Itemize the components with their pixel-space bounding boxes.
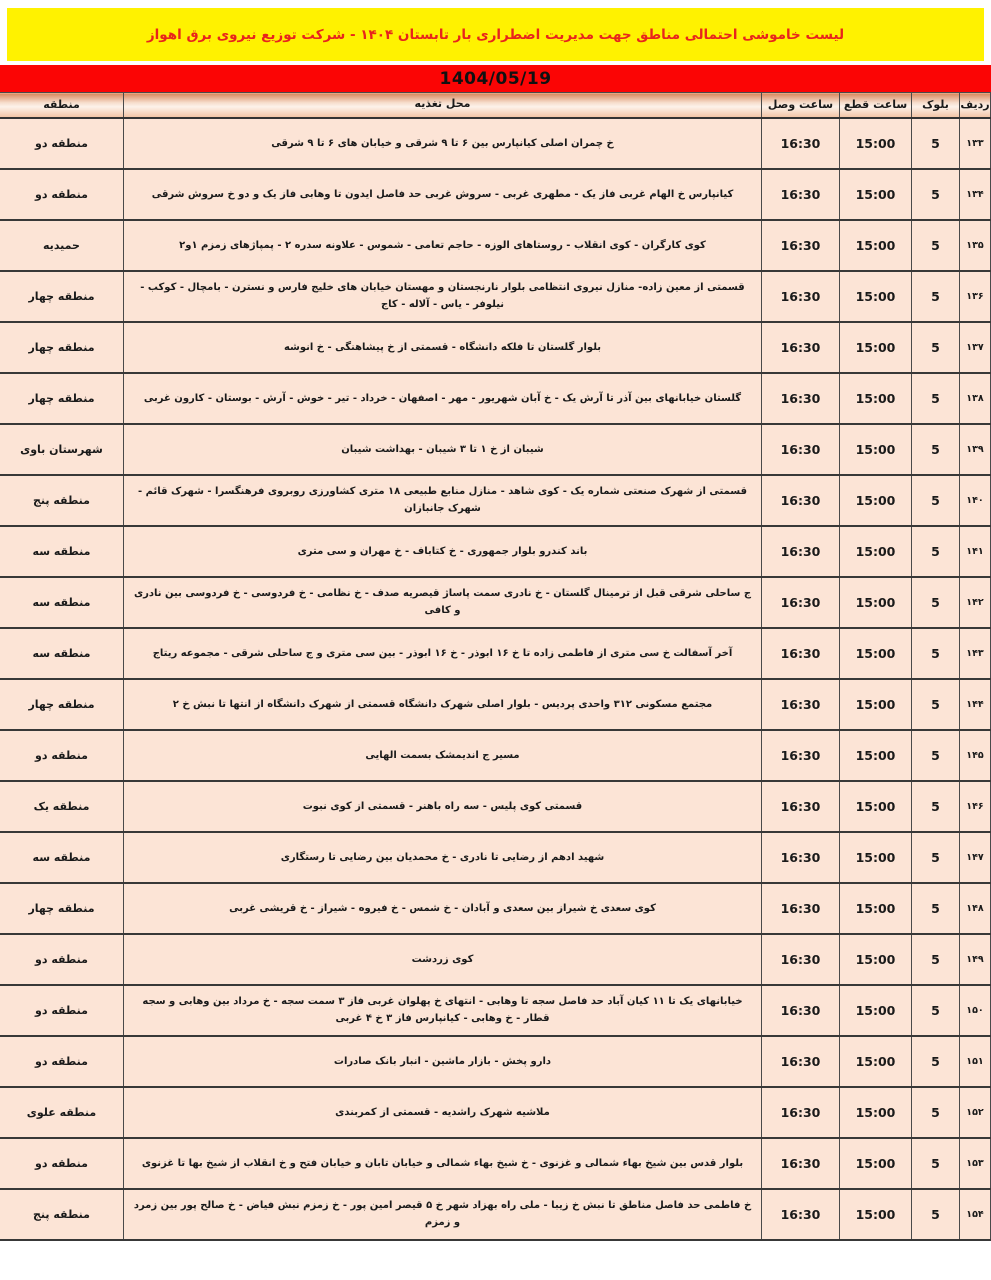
column-header-region: منطقه [0, 93, 124, 118]
region-cell: حمیدیه [0, 220, 124, 271]
title-band [7, 8, 984, 61]
table-row [0, 169, 991, 220]
table-header [0, 93, 991, 118]
row-number-cell: ۱۵۱ [960, 1036, 991, 1087]
region-cell: منطقه دو [0, 118, 124, 169]
row-number-cell: ۱۵۳ [960, 1138, 991, 1189]
cut-time-cell: 15:00 [840, 1189, 912, 1240]
row-number-cell: ۱۴۹ [960, 934, 991, 985]
table-row [0, 220, 991, 271]
cut-time-cell: 15:00 [840, 526, 912, 577]
region-cell: منطقه سه [0, 628, 124, 679]
reconnect-time-cell: 16:30 [762, 526, 840, 577]
table-row [0, 628, 991, 679]
page-title: لیست خاموشی احتمالی مناطق جهت مدیریت اضطراری بار تابستان ۱۴۰۴ - شرکت توزیع نیروی برق اهواز [146, 26, 845, 43]
location-cell: خیابانهای یک تا ۱۱ کیان آباد حد فاصل سجه تا وهابی - انتهای خ پهلوان غربی فاز ۳ سمت سجه - خ مرداد بین وهابی و سجه قطار - خ وهابی - کیانپارس فاز ۳ خ ۴ غربی [124, 985, 762, 1036]
column-header-row-number: ردیف [960, 93, 991, 118]
block-cell: 5 [912, 577, 960, 628]
table-row [0, 679, 991, 730]
cut-time-cell: 15:00 [840, 934, 912, 985]
cut-time-cell: 15:00 [840, 424, 912, 475]
table-row [0, 1036, 991, 1087]
cut-time-cell: 15:00 [840, 475, 912, 526]
block-cell: 5 [912, 271, 960, 322]
table-row [0, 577, 991, 628]
region-cell: منطقه چهار [0, 322, 124, 373]
row-number-cell: ۱۴۷ [960, 832, 991, 883]
column-header-cut-time: ساعت قطع [840, 93, 912, 118]
cut-time-cell: 15:00 [840, 220, 912, 271]
location-cell: کوی زردشت [124, 934, 762, 985]
table-row [0, 1087, 991, 1138]
location-cell: گلستان خیابانهای بین آذر تا آرش یک - خ آبان شهریور - مهر - اصفهان - خرداد - تیر - خوش - آرش - بوستان - کارون غربی [124, 373, 762, 424]
region-cell: منطقه چهار [0, 271, 124, 322]
column-header-reconnect-time: ساعت وصل [762, 93, 840, 118]
block-cell: 5 [912, 373, 960, 424]
cut-time-cell: 15:00 [840, 781, 912, 832]
cut-time-cell: 15:00 [840, 373, 912, 424]
cut-time-cell: 15:00 [840, 832, 912, 883]
reconnect-time-cell: 16:30 [762, 883, 840, 934]
column-header-block: بلوک [912, 93, 960, 118]
block-cell: 5 [912, 628, 960, 679]
region-cell: منطقه چهار [0, 679, 124, 730]
cut-time-cell: 15:00 [840, 883, 912, 934]
row-number-cell: ۱۴۱ [960, 526, 991, 577]
table-row [0, 730, 991, 781]
cut-time-cell: 15:00 [840, 169, 912, 220]
outage-table [0, 92, 991, 1241]
table-row [0, 832, 991, 883]
location-cell: دارو پخش - بازار ماشین - انبار بانک صادرات [124, 1036, 762, 1087]
reconnect-time-cell: 16:30 [762, 679, 840, 730]
region-cell: منطقه سه [0, 832, 124, 883]
block-cell: 5 [912, 1189, 960, 1240]
table-row [0, 118, 991, 169]
block-cell: 5 [912, 730, 960, 781]
block-cell: 5 [912, 526, 960, 577]
cut-time-cell: 15:00 [840, 1138, 912, 1189]
cut-time-cell: 15:00 [840, 1087, 912, 1138]
table-row [0, 1138, 991, 1189]
reconnect-time-cell: 16:30 [762, 577, 840, 628]
region-cell: منطقه پنج [0, 1189, 124, 1240]
block-cell: 5 [912, 424, 960, 475]
row-number-cell: ۱۳۵ [960, 220, 991, 271]
block-cell: 5 [912, 220, 960, 271]
table-row [0, 475, 991, 526]
block-cell: 5 [912, 985, 960, 1036]
reconnect-time-cell: 16:30 [762, 424, 840, 475]
reconnect-time-cell: 16:30 [762, 1036, 840, 1087]
reconnect-time-cell: 16:30 [762, 781, 840, 832]
reconnect-time-cell: 16:30 [762, 322, 840, 373]
row-number-cell: ۱۴۳ [960, 628, 991, 679]
location-cell: کیانپارس خ الهام غربی فاز یک - مطهری غربی - سروش غربی حد فاصل ایدون تا وهابی فاز یک و دو خ سروش شرقی [124, 169, 762, 220]
table-row [0, 373, 991, 424]
table-row [0, 934, 991, 985]
reconnect-time-cell: 16:30 [762, 730, 840, 781]
location-cell: ملاشیه شهرک راشدیه - قسمتی از کمربندی [124, 1087, 762, 1138]
location-cell: شیبان از خ ۱ تا ۳ شیبان - بهداشت شیبان [124, 424, 762, 475]
region-cell: منطقه دو [0, 934, 124, 985]
row-number-cell: ۱۳۷ [960, 322, 991, 373]
cut-time-cell: 15:00 [840, 985, 912, 1036]
block-cell: 5 [912, 118, 960, 169]
row-number-cell: ۱۴۵ [960, 730, 991, 781]
row-number-cell: ۱۴۲ [960, 577, 991, 628]
row-number-cell: ۱۴۸ [960, 883, 991, 934]
reconnect-time-cell: 16:30 [762, 1138, 840, 1189]
region-cell: منطقه چهار [0, 373, 124, 424]
region-cell: منطقه دو [0, 985, 124, 1036]
reconnect-time-cell: 16:30 [762, 1189, 840, 1240]
table-row [0, 883, 991, 934]
block-cell: 5 [912, 883, 960, 934]
location-cell: شهید ادهم از رضایی تا نادری - خ محمدیان بین رضایی تا رستگاری [124, 832, 762, 883]
column-header-location: محل تغذیه [124, 93, 762, 118]
reconnect-time-cell: 16:30 [762, 628, 840, 679]
region-cell: منطقه چهار [0, 883, 124, 934]
block-cell: 5 [912, 781, 960, 832]
table-row [0, 322, 991, 373]
cut-time-cell: 15:00 [840, 679, 912, 730]
row-number-cell: ۱۴۶ [960, 781, 991, 832]
location-cell: قسمتی کوی پلیس - سه راه باهنر - قسمتی از کوی نبوت [124, 781, 762, 832]
block-cell: 5 [912, 169, 960, 220]
row-number-cell: ۱۵۴ [960, 1189, 991, 1240]
region-cell: منطقه سه [0, 577, 124, 628]
reconnect-time-cell: 16:30 [762, 220, 840, 271]
block-cell: 5 [912, 1138, 960, 1189]
reconnect-time-cell: 16:30 [762, 1087, 840, 1138]
block-cell: 5 [912, 1087, 960, 1138]
reconnect-time-cell: 16:30 [762, 169, 840, 220]
location-cell: بلوار گلستان تا فلکه دانشگاه - قسمتی از خ پیشاهنگی - خ انوشه [124, 322, 762, 373]
table-row [0, 526, 991, 577]
cut-time-cell: 15:00 [840, 271, 912, 322]
table-row [0, 781, 991, 832]
block-cell: 5 [912, 322, 960, 373]
cut-time-cell: 15:00 [840, 628, 912, 679]
region-cell: منطقه دو [0, 730, 124, 781]
block-cell: 5 [912, 934, 960, 985]
row-number-cell: ۱۵۲ [960, 1087, 991, 1138]
location-cell: ج ساحلی شرقی قبل از ترمینال گلستان - خ نادری سمت پاساژ قیصریه صدف - خ نظامی - خ فردوسی - خ فردوسی بین نادری و کافی [124, 577, 762, 628]
location-cell: قسمتی از شهرک صنعتی شماره یک - کوی شاهد - منازل منابع طبیعی ۱۸ متری کشاورزی روبروی فرهنگسرا - شهرک قائم - شهرک جانبازان [124, 475, 762, 526]
region-cell: شهرستان باوی [0, 424, 124, 475]
row-number-cell: ۱۳۴ [960, 169, 991, 220]
location-cell: خ فاطمی حد فاصل مناطق تا نبش خ زیبا - ملی راه بهزاد شهر خ ۵ قیصر امین پور - خ زمزم نبش فیاض - خ صالح پور بین زمرد و زمزم [124, 1189, 762, 1240]
region-cell: منطقه سه [0, 526, 124, 577]
block-cell: 5 [912, 832, 960, 883]
table-body [0, 118, 991, 1240]
date-band [0, 65, 991, 92]
reconnect-time-cell: 16:30 [762, 934, 840, 985]
region-cell: منطقه علوی [0, 1087, 124, 1138]
date-label: 1404/05/19 [439, 68, 552, 89]
row-number-cell: ۱۳۶ [960, 271, 991, 322]
reconnect-time-cell: 16:30 [762, 373, 840, 424]
location-cell: خ چمران اصلی کیانپارس بین ۶ تا ۹ شرقی و خیابان های ۶ تا ۹ شرقی [124, 118, 762, 169]
row-number-cell: ۱۳۳ [960, 118, 991, 169]
cut-time-cell: 15:00 [840, 322, 912, 373]
row-number-cell: ۱۳۸ [960, 373, 991, 424]
region-cell: منطقه دو [0, 1036, 124, 1087]
block-cell: 5 [912, 475, 960, 526]
table-row [0, 1189, 991, 1240]
table-row [0, 271, 991, 322]
block-cell: 5 [912, 679, 960, 730]
cut-time-cell: 15:00 [840, 1036, 912, 1087]
table-row [0, 985, 991, 1036]
region-cell: منطقه پنج [0, 475, 124, 526]
row-number-cell: ۱۳۹ [960, 424, 991, 475]
location-cell: مجتمع مسکونی ۳۱۲ واحدی پردیس - بلوار اصلی شهرک دانشگاه قسمتی از شهرک دانشگاه از انتها تا نبش خ ۲ [124, 679, 762, 730]
cut-time-cell: 15:00 [840, 118, 912, 169]
row-number-cell: ۱۵۰ [960, 985, 991, 1036]
region-cell: منطقه دو [0, 1138, 124, 1189]
location-cell: مسیر ج اندیمشک بسمت الهایی [124, 730, 762, 781]
row-number-cell: ۱۴۴ [960, 679, 991, 730]
block-cell: 5 [912, 1036, 960, 1087]
location-cell: قسمتی از معین زاده- منازل نیروی انتظامی بلوار نارنجستان و مهستان خیابان های خلیج فارس و نسترن - بامچال - کوکب - نیلوفر - یاس - آلاله - کاج [124, 271, 762, 322]
location-cell: آخر آسفالت خ سی متری از فاطمی زاده تا خ ۱۶ ابوذر - خ ۱۶ ابوذر - بین سی متری و ج ساحلی شرقی - مجموعه ریتاج [124, 628, 762, 679]
reconnect-time-cell: 16:30 [762, 271, 840, 322]
reconnect-time-cell: 16:30 [762, 118, 840, 169]
row-number-cell: ۱۴۰ [960, 475, 991, 526]
location-cell: بلوار قدس بین شیخ بهاء شمالی و غزنوی - خ شیخ بهاء شمالی و خیابان تابان و خیابان فتح و خ انقلاب از شیخ بها تا غزنوی [124, 1138, 762, 1189]
reconnect-time-cell: 16:30 [762, 985, 840, 1036]
location-cell: باند کندرو بلوار جمهوری - خ کتاباف - خ مهران و سی متری [124, 526, 762, 577]
region-cell: منطقه دو [0, 169, 124, 220]
header-row [0, 93, 991, 118]
location-cell: کوی کارگران - کوی انقلاب - روستاهای الوزه - حاجم تعامی - شموس - علاونه سدره ۲ - پمپاژهای زمزم ۱و۲ [124, 220, 762, 271]
location-cell: کوی سعدی خ شیراز بین سعدی و آبادان - خ شمس - خ فیروه - شیراز - خ قریشی غربی [124, 883, 762, 934]
reconnect-time-cell: 16:30 [762, 475, 840, 526]
cut-time-cell: 15:00 [840, 577, 912, 628]
table-row [0, 424, 991, 475]
cut-time-cell: 15:00 [840, 730, 912, 781]
reconnect-time-cell: 16:30 [762, 832, 840, 883]
region-cell: منطقه یک [0, 781, 124, 832]
